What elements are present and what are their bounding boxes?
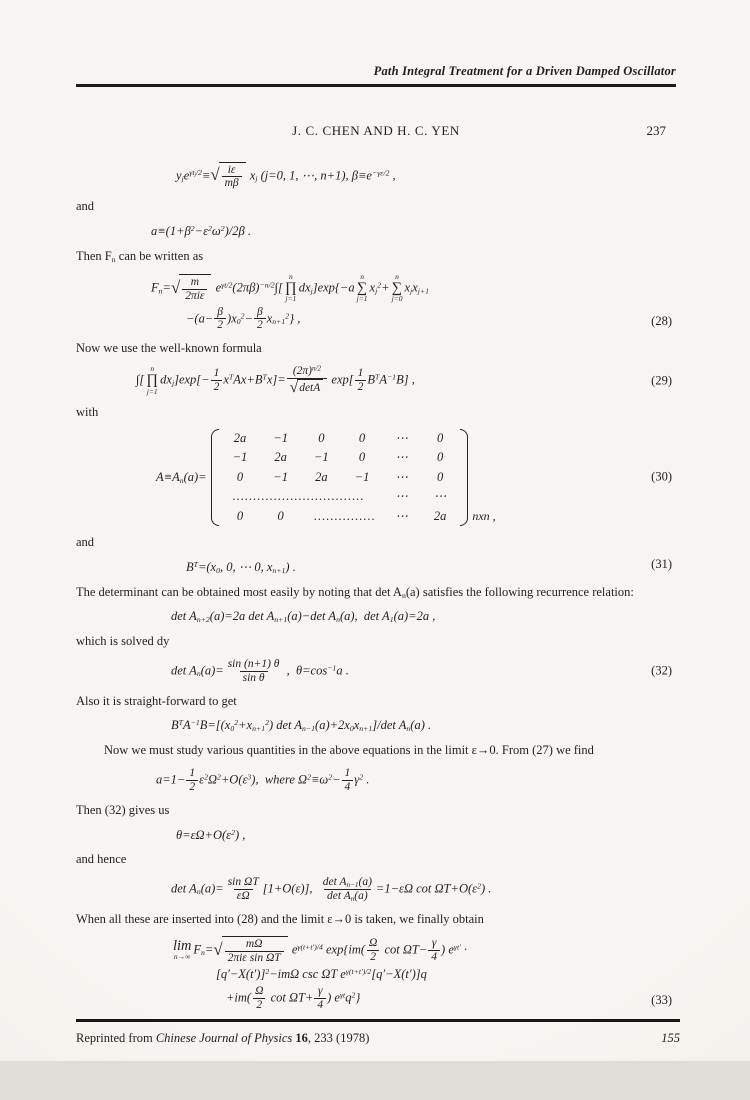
matrix-cell: −1 bbox=[273, 469, 288, 484]
paragraph-limit-study: Now we must study various quantities in the above equations in the limit ε→0. From (27) we find bbox=[104, 743, 594, 758]
matrix-size-label: nxn , bbox=[472, 508, 496, 523]
equation-line: $[q'-X(t')]^2-im\Omega$ csc ΩT $e^{\gamma(t+t')/2}[q'-X(t')]q$ bbox=[216, 967, 427, 982]
matrix-cell: 0 bbox=[358, 431, 366, 446]
equation-30 bbox=[76, 429, 676, 526]
matrix-cell: 2a bbox=[233, 431, 247, 446]
paragraph-with: with bbox=[76, 405, 99, 420]
matrix-cell: 0 bbox=[436, 431, 444, 446]
equation-line: $\det A_{n+2}(a)=2a$ $\det A_{n+1}(a)-\det$ $A_n(a)$, $\det A_1(a)=2a$ , bbox=[171, 609, 436, 625]
journal-name: Chinese Journal of Physics bbox=[155, 1030, 296, 1045]
paragraph-wellknown-formula: Now we use the well-known formula bbox=[76, 341, 262, 356]
matrix-cell: 2a bbox=[274, 450, 287, 465]
matrix-cell: ⋯ bbox=[395, 450, 408, 465]
matrix-cell: ............... bbox=[313, 508, 376, 523]
matrix-cell: ⋯ bbox=[395, 489, 408, 504]
matrix-expression bbox=[156, 429, 676, 526]
matrix-left-paren bbox=[211, 429, 219, 526]
equation-line: $F_n=$ √ $\frac{m}{\text{2πiε}}$ $e^{\gamma t/2}(2\pi\beta)^{-n/2}\int$[ n ∏ j=1 $dx_j]\exp\{-a$ n ∑ j=1 $x_j^2+$ n ∑ j=0 $x_jx_{j+1}$ bbox=[151, 271, 430, 304]
matrix-cell: ⋯ bbox=[395, 431, 408, 446]
reprint-notice bbox=[76, 1031, 369, 1046]
paragraph-final: When all these are inserted into (28) and the limit ε→0 is taken, we finally obtain bbox=[76, 911, 484, 926]
matrix-cell: ⋯ bbox=[395, 508, 408, 523]
paragraph-then-fn: Then $F_n$ can be written as bbox=[76, 248, 204, 264]
equation-number: (28) bbox=[651, 313, 672, 328]
equation-line: $\theta=\varepsilon\Omega+O(\varepsilon^2)$ , bbox=[176, 827, 246, 842]
authors: J. C. CHEN AND H. C. YEN bbox=[292, 122, 460, 138]
matrix-cell: 0 bbox=[277, 508, 284, 523]
equation-line: a=1− $\frac{1}{2}$ $\varepsilon^2\Omega^2+O(\varepsilon^3)$, where $\Omega^2\equiv\omega^2-$ $\frac{1}{4}$ $\gamma^2$ . bbox=[156, 767, 370, 793]
byline bbox=[76, 123, 676, 139]
paragraph-hence: and hence bbox=[76, 852, 127, 867]
journal-volume: 16 bbox=[295, 1030, 308, 1045]
equation-number: (33) bbox=[651, 993, 672, 1008]
paragraph-and-1: and bbox=[76, 199, 95, 214]
reprint-rest: , 233 (1978) bbox=[307, 1030, 370, 1045]
matrix-cell: 0 bbox=[236, 508, 244, 523]
footer-line bbox=[76, 1031, 680, 1046]
equation-number: (30) bbox=[651, 470, 672, 485]
matrix-cell: 0 bbox=[358, 450, 366, 465]
page-footer bbox=[0, 1019, 750, 1100]
matrix-lhs: $A\equiv A_n(a)=$ bbox=[156, 470, 207, 486]
paragraph-solved: which is solved dy bbox=[76, 634, 170, 649]
equation-29 bbox=[76, 365, 676, 396]
equation-31 bbox=[76, 556, 676, 576]
matrix-cell: 0 bbox=[236, 469, 244, 484]
equation-line: $a\equiv(1+\beta^2-\varepsilon^2\omega^2)/2\beta$ . bbox=[151, 224, 251, 238]
matrix-cell: ⋯ bbox=[395, 469, 408, 484]
equation-line: $B^TA^{-1}B=[(x_0^2+x_{n+1}^2)$ $\det A_{n-1}(a)+2x_0x_{n+1}]/\det$ $A_n(a)$ . bbox=[171, 718, 432, 734]
equation-28 bbox=[76, 273, 676, 333]
matrix-cell: 0 bbox=[436, 450, 444, 465]
equation-y-substitution bbox=[76, 162, 676, 191]
equation-line: $\det A_n(a)=$ $\frac{\text{sin ΩT}}{\varepsilon\Omega}$ [1+O(ε)], $\frac{\det A_{n-1}(a)}{\det A_n(a)}$ =1−εΩ $\cot \Omega T+O(\varepsilon^2)$ . bbox=[171, 876, 492, 903]
equation-a-definition bbox=[76, 223, 676, 240]
header-rule bbox=[76, 84, 676, 87]
matrix-cell: −1 bbox=[273, 431, 288, 446]
matrix-cell: 0 bbox=[436, 469, 444, 484]
equation-line: $B^T=(x_0$, 0, ⋯ 0, $x_{n+1}$) . bbox=[186, 559, 296, 575]
equation-line: −(a− $\frac{\beta}{2}$ )$x_0^2-$ $\frac{\beta}{2}$ $x_{n+1}^2$} , bbox=[186, 305, 301, 332]
equation-number: (31) bbox=[651, 556, 672, 571]
equation-a-limit bbox=[76, 767, 676, 794]
matrix-row bbox=[220, 507, 460, 526]
reprint-prefix: Reprinted from bbox=[76, 1030, 156, 1045]
equation-line: $\det A_n(a)=$ $\frac{\sin (n+1) \theta}{\text{sin θ}}$ , $\theta=\cos^{-1}a$ . bbox=[171, 657, 349, 684]
paragraph-straightforward: Also it is straight-forward to get bbox=[76, 693, 237, 708]
equation-line: $y_je^{\gamma t_j/2}\equiv$ √ $\frac{i\varepsilon}{m\beta}$ $x_j$ (j=0, 1, ⋯, n+1), $\beta\equiv e^{-\gamma\varepsilon/2}$ , bbox=[176, 163, 396, 190]
matrix-table bbox=[220, 429, 460, 526]
matrix-cell: −1 bbox=[232, 450, 248, 465]
matrix-right-paren bbox=[460, 429, 468, 526]
equation-number: (29) bbox=[651, 373, 672, 388]
equation-line: +im( $\frac{\Omega}{2}$ cot ΩT+ $\frac{\gamma}{4}$ ) $e^{\gamma t}q^2$} bbox=[226, 985, 361, 1012]
paragraph-determinant: The determinant can be obtained most easily by noting that $\det A_n(a)$ satisfies the following recurrence relation: bbox=[76, 584, 634, 600]
equation-32 bbox=[76, 658, 676, 685]
equation-number: (32) bbox=[651, 663, 672, 678]
matrix-row bbox=[220, 448, 460, 467]
matrix-row bbox=[220, 429, 460, 448]
header-page-number: 237 bbox=[646, 122, 666, 138]
running-title: Path Integral Treatment for a Driven Damped Oscillator bbox=[373, 64, 676, 78]
equation-determinant-limits bbox=[76, 876, 676, 903]
matrix-cell: −1 bbox=[354, 469, 370, 484]
equation-line: ∫[ n ∏ j=1 $dx_j]\exp[-$ $\frac{1}{2}$ $x^TAx+B^Tx]=$ $(2\pi)^{n/2}$ √ detA exp[ $\frac{1}{2}$ $B^TA^{-1}B$] , bbox=[136, 364, 415, 396]
footer-rule bbox=[76, 1019, 680, 1022]
equation-33 bbox=[76, 936, 676, 1012]
paper-body bbox=[0, 139, 750, 1020]
equation-btab bbox=[76, 717, 676, 734]
matrix-row bbox=[220, 487, 460, 506]
paragraph-and-2: and bbox=[76, 534, 95, 549]
matrix-cell: 2a bbox=[315, 469, 328, 484]
equation-recurrence bbox=[76, 608, 676, 625]
matrix-row bbox=[220, 468, 460, 487]
equation-theta bbox=[76, 827, 676, 844]
matrix-cell: −1 bbox=[313, 450, 329, 465]
paragraph-then-32: Then (32) gives us bbox=[76, 802, 170, 817]
folio-page-number: 155 bbox=[661, 1030, 680, 1045]
equation-line: lim n→∞ $F_n=$ √ $\frac{m\Omega}{\text{2πiε sin ΩT}}$ $e^{\gamma(t+t')/4}$ exp{im( $\frac{\Omega}{2}$ cot ΩT− $\frac{\gamma}{4}$ ) $e^{\gamma t'}$ · bbox=[173, 936, 468, 964]
matrix-cell: ⋯ bbox=[433, 489, 447, 504]
matrix-cell: ................................ bbox=[232, 489, 365, 504]
page-header bbox=[0, 0, 750, 139]
matrix-cell: 0 bbox=[318, 431, 325, 446]
matrix-cell: 2a bbox=[433, 508, 447, 523]
